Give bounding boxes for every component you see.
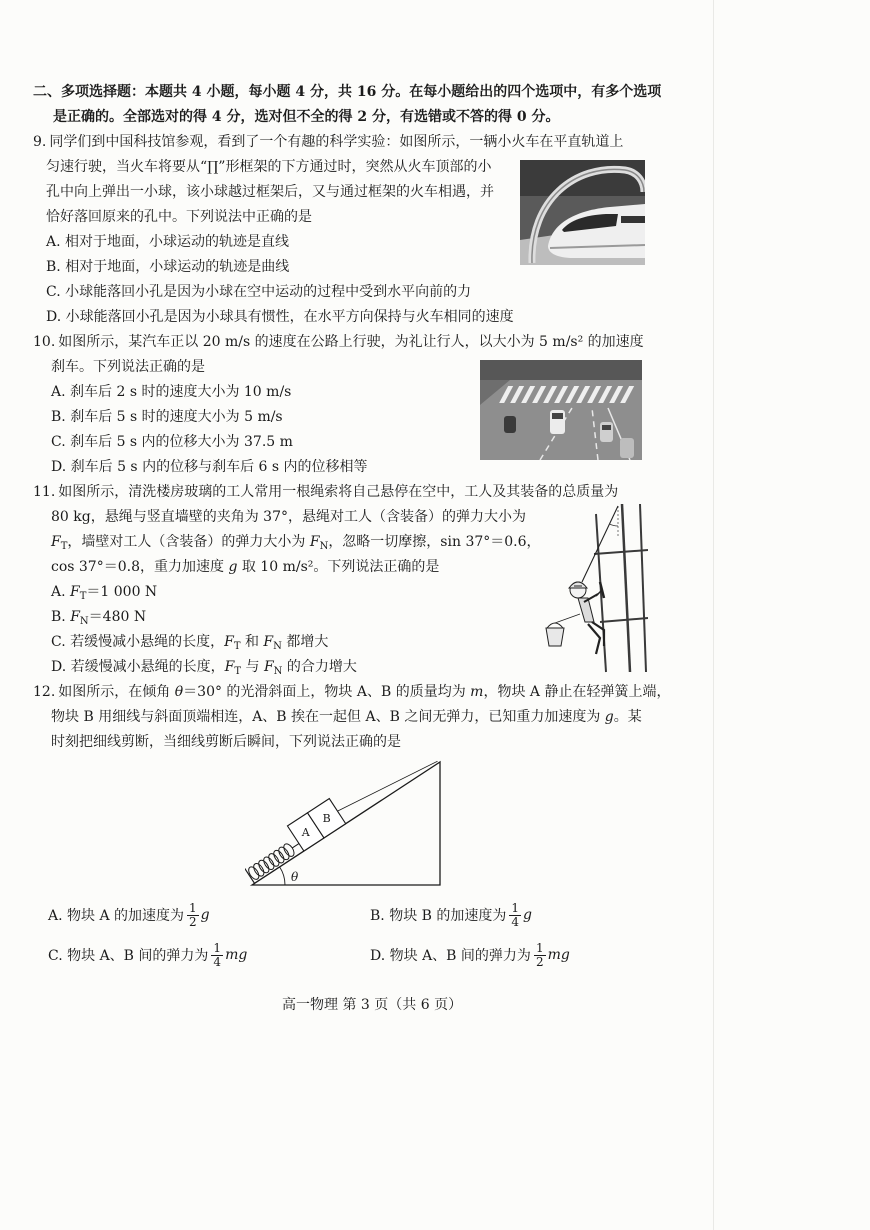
fraction-denominator: 4	[511, 914, 520, 929]
subscript-t: T	[234, 666, 242, 677]
option-symbol: mg	[547, 947, 570, 963]
option-text: ＝480 N	[88, 609, 147, 625]
subscript-t: T	[79, 591, 87, 602]
q10-road-crosswalk-photo	[480, 360, 642, 460]
q11-number: 11.	[33, 484, 56, 500]
fraction	[509, 902, 521, 929]
angle-label: θ	[291, 870, 299, 884]
q10-number: 10.	[33, 334, 56, 350]
option-text: 都增大	[281, 634, 329, 650]
car-white	[550, 410, 565, 434]
option-text: C. 物块 A、B 间的弹力为	[48, 948, 209, 964]
rope-angle-arc	[610, 524, 619, 526]
option-text: D. 若缓慢减小悬绳的长度，	[51, 659, 225, 675]
q12-option-d	[370, 937, 570, 973]
symbol-f: F	[224, 634, 234, 650]
train-side-window	[621, 216, 645, 223]
q10-option-a: A. 刹车后 2 s 时的速度大小为 10 m/s	[51, 384, 292, 400]
q12-stem-line-3: 时刻把细线剪断，当细线剪断后瞬间，下列说法正确的是	[51, 734, 401, 750]
q12-stem-line-1	[33, 680, 673, 705]
q11-stem-line-2: 80 kg，悬绳与竖直墙壁的夹角为 37°，悬绳对工人（含装备）的弹力大小为	[51, 509, 526, 525]
q10-stem-line-1	[33, 330, 673, 355]
q9-stem-line-2: 匀速行驶，当火车将要从“∏”形框架的下方通过时，突然从火车顶部的小	[46, 159, 492, 175]
subscript-t: T	[233, 641, 241, 652]
q11-stem-text: ，忽略一切摩擦，sin 37°＝0.6，	[328, 534, 541, 550]
section-instructions-line-1: 二、多项选择题：本题共 4 小题，每小题 4 分，共 16 分。在每小题给出的四个选项中，有多个选项	[33, 84, 662, 100]
car-gray	[600, 422, 613, 442]
q9-stem-line-4: 恰好落回原来的孔中。下列说法中正确的是	[46, 209, 312, 225]
fraction	[187, 902, 199, 929]
q9-train-arch-photo	[520, 160, 645, 265]
option-text: B. 物块 B 的加速度为	[370, 908, 507, 924]
incline-objects	[245, 755, 439, 883]
option-symbol: mg	[225, 947, 248, 963]
q9-option-a: A. 相对于地面，小球运动的轨迹是直线	[46, 234, 290, 250]
q11-stem-text: 取 10 m/s²。下列说法正确的是	[237, 559, 440, 575]
symbol-m: m	[470, 684, 484, 700]
q12-stem-text: ，物块 A 静止在轻弹簧上端，	[483, 684, 671, 700]
q10-stem-line-2: 刹车。下列说法正确的是	[51, 359, 205, 375]
roadside-background	[480, 360, 642, 380]
fraction-denominator: 4	[213, 954, 222, 969]
q9-option-d: D. 小球能落回小孔是因为小球具有惯性，在水平方向保持与火车相同的速度	[46, 309, 514, 325]
symbol-f: F	[224, 659, 235, 675]
q10-option-c: C. 刹车后 5 s 内的位移大小为 37.5 m	[51, 434, 293, 450]
q12-stem-line-2	[33, 705, 673, 730]
q9-option-c: C. 小球能落回小孔是因为小球在空中运动的过程中受到水平向前的力	[46, 284, 472, 300]
fraction-numerator: 1	[189, 900, 197, 915]
option-text: 和	[240, 634, 264, 650]
bucket	[546, 614, 580, 646]
thin-thread	[338, 755, 438, 822]
subscript-n: N	[79, 616, 89, 627]
q12-stem-text: 如图所示，在倾角	[58, 684, 175, 700]
q11-stem-text: cos 37°＝0.8，重力加速度	[51, 559, 229, 575]
option-text: ＝1 000 N	[86, 584, 158, 600]
angle-arc	[280, 867, 285, 885]
q10-stem-text: 如图所示，某汽车正以 20 m/s 的速度在公路上行驶，为礼让行人，以大小为 5 m/s² 的加速度	[58, 334, 644, 350]
q9-option-b: B. 相对于地面，小球运动的轨迹是曲线	[46, 259, 290, 275]
option-text: C. 若缓慢减小悬绳的长度，	[51, 634, 225, 650]
symbol-g: g	[604, 709, 614, 725]
q10-option-d: D. 刹车后 5 s 内的位移与刹车后 6 s 内的位移相等	[51, 459, 368, 475]
q12-stem-text: ＝30° 的光滑斜面上，物块 A、B 的质量均为	[183, 684, 471, 700]
symbol-f: F	[70, 584, 80, 600]
q9-stem-line-3: 孔中向上弹出一小球，该小球越过框架后，又与通过框架的火车相遇，并	[46, 184, 494, 200]
q12-number: 12.	[33, 684, 56, 700]
symbol-f: F	[70, 609, 80, 625]
car-dark	[504, 416, 516, 433]
symbol-f: F	[51, 534, 61, 550]
fraction-numerator: 1	[213, 940, 222, 955]
symbol-theta: θ	[174, 684, 184, 700]
q12-stem-text: 物块 B 用细线与斜面顶端相连，A、B 挨在一起但 A、B 之间无弹力，已知重力加速度为	[51, 709, 605, 725]
q12-option-a	[48, 897, 210, 933]
fraction-numerator: 1	[511, 900, 520, 915]
symbol-g: g	[228, 559, 238, 575]
symbol-f: F	[263, 634, 274, 650]
scan-edge-line	[713, 0, 714, 1230]
q9-number: 9.	[33, 134, 47, 150]
symbol-f: F	[263, 659, 274, 675]
q11-stem-line-1	[33, 480, 673, 505]
subscript-t: T	[60, 541, 68, 552]
q12-stem-text: 。某	[613, 709, 642, 725]
q11-window-cleaner-figure	[538, 504, 648, 674]
fraction	[211, 942, 223, 969]
q11-stem-text: ，墙壁对工人（含装备）的弹力大小为	[67, 534, 310, 550]
block-a-label: A	[301, 826, 310, 839]
option-text: A. 物块 A 的加速度为	[48, 908, 185, 924]
option-symbol: g	[523, 907, 532, 923]
fraction-numerator: 1	[535, 940, 544, 955]
subscript-n: N	[319, 541, 329, 552]
option-text: D. 物块 A、B 间的弹力为	[370, 948, 531, 964]
spring-base	[245, 868, 255, 883]
section-instructions-line-2: 是正确的。全部选对的得 4 分，选对但不全的得 2 分，有选错或不答的得 0 分。	[53, 109, 560, 125]
q12-option-b	[370, 897, 532, 933]
option-text: 的合力增大	[282, 659, 357, 675]
subscript-n: N	[273, 666, 283, 677]
fraction-denominator: 2	[535, 954, 544, 969]
option-label: B.	[51, 609, 71, 625]
q9-stem-line-1	[33, 130, 673, 155]
q12-incline-diagram	[245, 755, 450, 890]
car-far	[620, 438, 634, 458]
block-b-label: B	[322, 812, 331, 825]
q11-stem-text: 如图所示，清洗楼房玻璃的工人常用一根绳索将自己悬停在空中，工人及其装备的总质量为	[58, 484, 619, 500]
option-symbol: g	[200, 907, 210, 923]
fraction-denominator: 2	[189, 914, 197, 929]
q9-stem-text: 同学们到中国科技馆参观，看到了一个有趣的科学实验：如图所示，一辆小火车在平直轨道上	[49, 134, 624, 150]
option-label: A.	[51, 584, 71, 600]
subscript-n: N	[273, 641, 282, 652]
q10-option-b: B. 刹车后 5 s 时的速度大小为 5 m/s	[51, 409, 283, 425]
fraction	[534, 942, 546, 969]
symbol-f: F	[309, 534, 320, 550]
q12-option-c	[48, 937, 247, 973]
page-footer: 高一物理 第 3 页（共 6 页）	[282, 997, 463, 1013]
option-text: 与	[241, 659, 264, 675]
